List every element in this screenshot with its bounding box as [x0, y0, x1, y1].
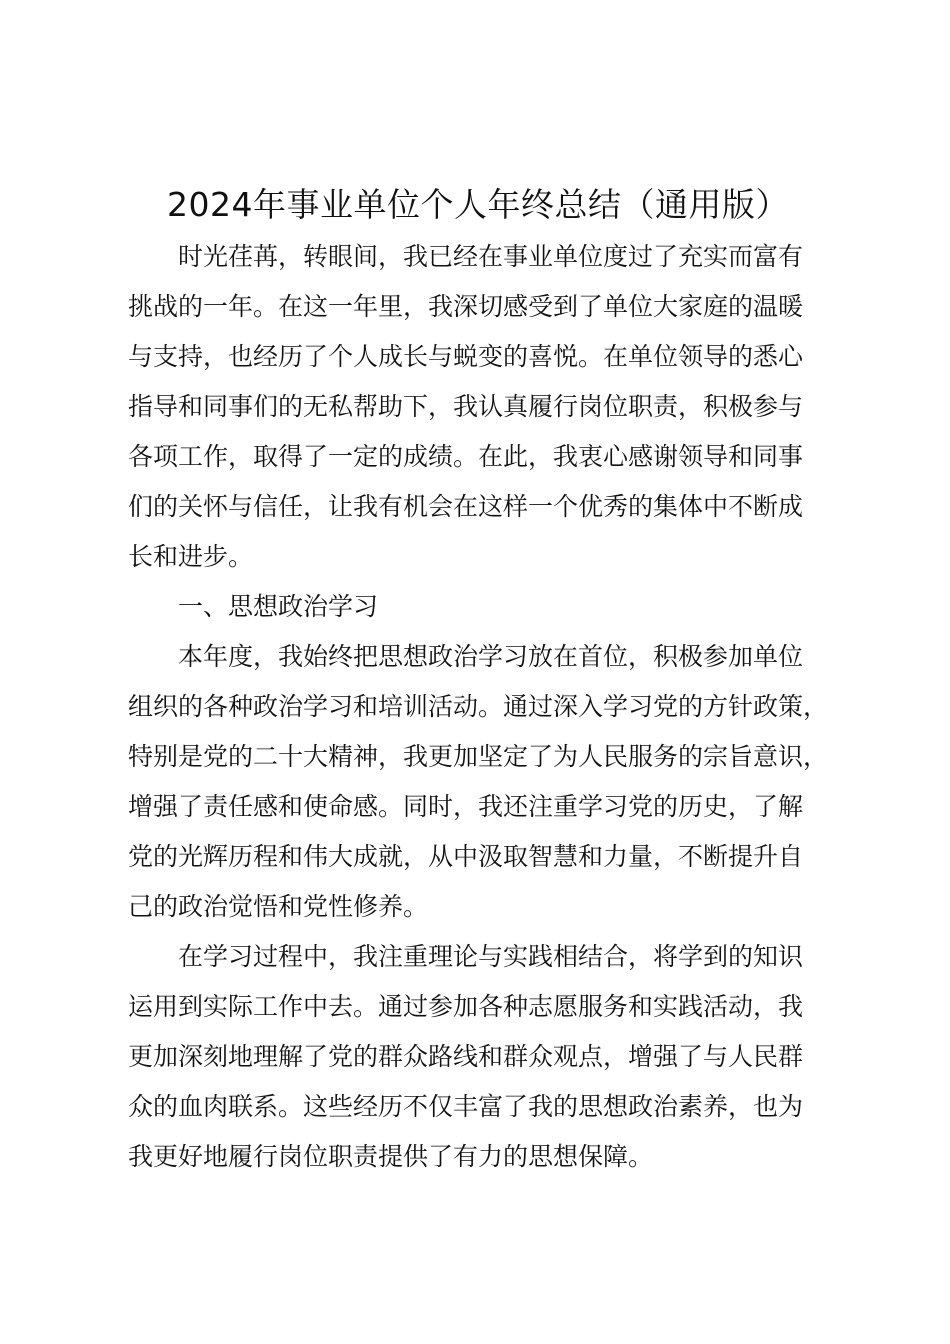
text-line: 长和进步。	[128, 542, 254, 571]
document-body	[128, 232, 844, 1182]
paragraph-political-study	[128, 632, 844, 932]
text-line: 党的光辉历程和伟大成就，从中汲取智慧和力量，不断提升自	[128, 842, 804, 871]
text-line: 挑战的一年。在这一年里，我深切感受到了单位大家庭的温暖	[128, 292, 804, 321]
text-line: 特别是党的二十大精神，我更加坚定了为人民服务的宗旨意识，	[128, 742, 829, 771]
text-line: 在学习过程中，我注重理论与实践相结合，将学到的知识	[178, 942, 804, 971]
text-line: 众的血肉联系。这些经历不仅丰富了我的思想政治素养，也为	[128, 1092, 804, 1121]
text-line: 们的关怀与信任，让我有机会在这样一个优秀的集体中不断成	[128, 492, 804, 521]
text-line: 我更好地履行岗位职责提供了有力的思想保障。	[128, 1142, 654, 1171]
paragraph-practice	[128, 932, 844, 1182]
text-line: 与支持，也经历了个人成长与蜕变的喜悦。在单位领导的悉心	[128, 342, 804, 371]
text-line: 各项工作，取得了一定的成绩。在此，我衷心感谢领导和同事	[128, 442, 804, 471]
text-line: 更加深刻地理解了党的群众路线和群众观点，增强了与人民群	[128, 1042, 804, 1071]
text-line: 增强了责任感和使命感。同时，我还注重学习党的历史，了解	[128, 792, 804, 821]
text-line: 己的政治觉悟和党性修养。	[128, 892, 429, 921]
document-title: 2024年事业单位个人年终总结（通用版）	[167, 185, 789, 224]
heading-text: 一、思想政治学习	[178, 592, 379, 621]
text-line: 时光荏苒，转眼间，我已经在事业单位度过了充实而富有	[178, 242, 804, 271]
paragraph-intro	[128, 232, 844, 582]
text-line: 指导和同事们的无私帮助下，我认真履行岗位职责，积极参与	[128, 392, 804, 421]
text-line: 组织的各种政治学习和培训活动。通过深入学习党的方针政策，	[128, 692, 829, 721]
text-line: 本年度，我始终把思想政治学习放在首位，积极参加单位	[178, 642, 804, 671]
section-heading	[128, 582, 844, 632]
text-line: 运用到实际工作中去。通过参加各种志愿服务和实践活动，我	[128, 992, 804, 1021]
